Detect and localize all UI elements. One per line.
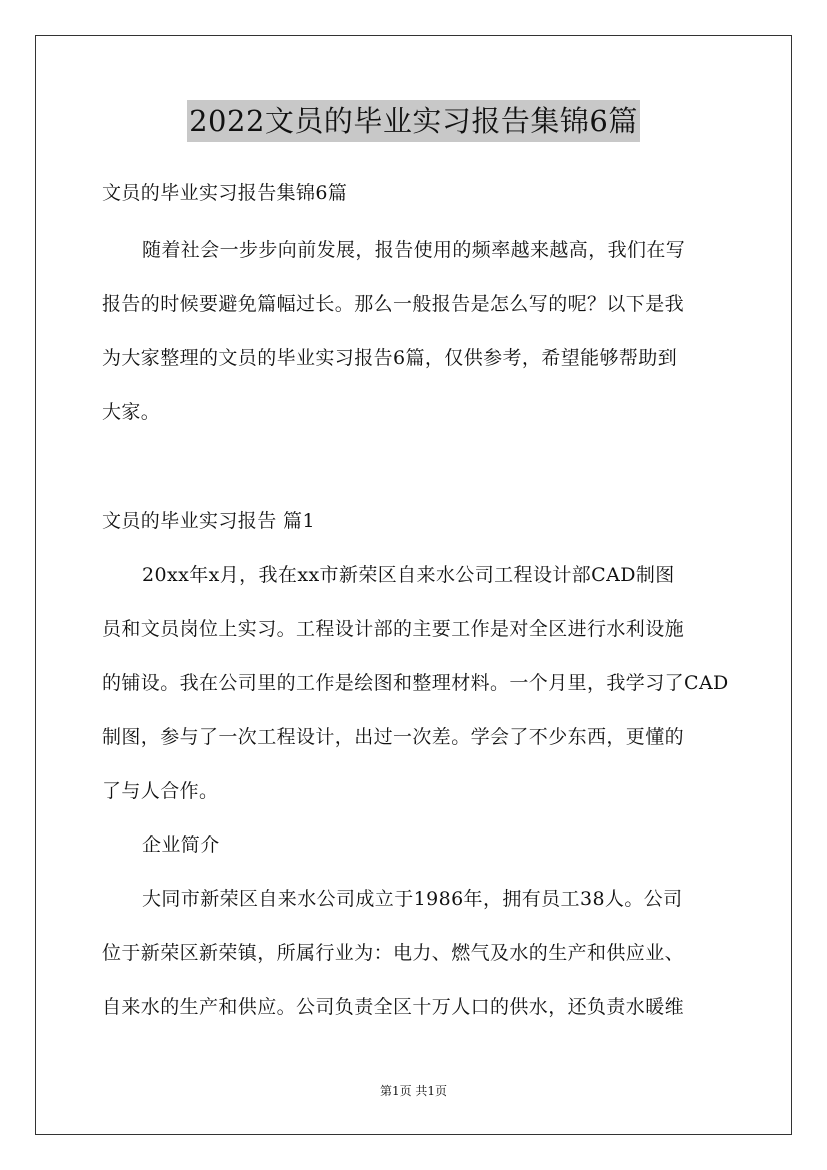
company-line: 大同市新荣区自来水公司成立于1986年，拥有员工38人。公司 [142,888,683,910]
company-heading: 企业简介 [142,834,220,856]
document-subtitle: 文员的毕业实习报告集锦6篇 [102,182,348,204]
section-line: 制图，参与了一次工程设计，出过一次差。学会了不少东西，更懂的 [102,726,685,748]
document-title: 2022文员的毕业实习报告集锦6篇 [187,100,640,142]
intro-line: 随着社会一步步向前发展，报告使用的频率越来越高，我们在写 [142,239,686,261]
intro-line: 为大家整理的文员的毕业实习报告6篇，仅供参考，希望能够帮助到 [102,347,678,369]
section-line: 了与人合作。 [102,780,219,802]
section-line: 的铺设。我在公司里的工作是绘图和整理材料。一个月里，我学习了CAD [102,672,729,694]
section-line: 员和文员岗位上实习。工程设计部的主要工作是对全区进行水利设施 [102,618,685,640]
title-container [0,100,827,142]
section-line: 20xx年x月，我在xx市新荣区自来水公司工程设计部CAD制图 [142,564,675,586]
intro-line: 大家。 [102,401,161,423]
page-footer: 第1页 共1页 [379,1084,448,1098]
intro-line: 报告的时候要避免篇幅过长。那么一般报告是怎么写的呢？以下是我 [102,293,685,315]
company-line: 位于新荣区新荣镇，所属行业为：电力、燃气及水的生产和供应业、 [102,942,685,964]
section-heading: 文员的毕业实习报告 篇1 [102,510,315,532]
company-line: 自来水的生产和供应。公司负责全区十万人口的供水，还负责水暖维 [102,996,685,1018]
